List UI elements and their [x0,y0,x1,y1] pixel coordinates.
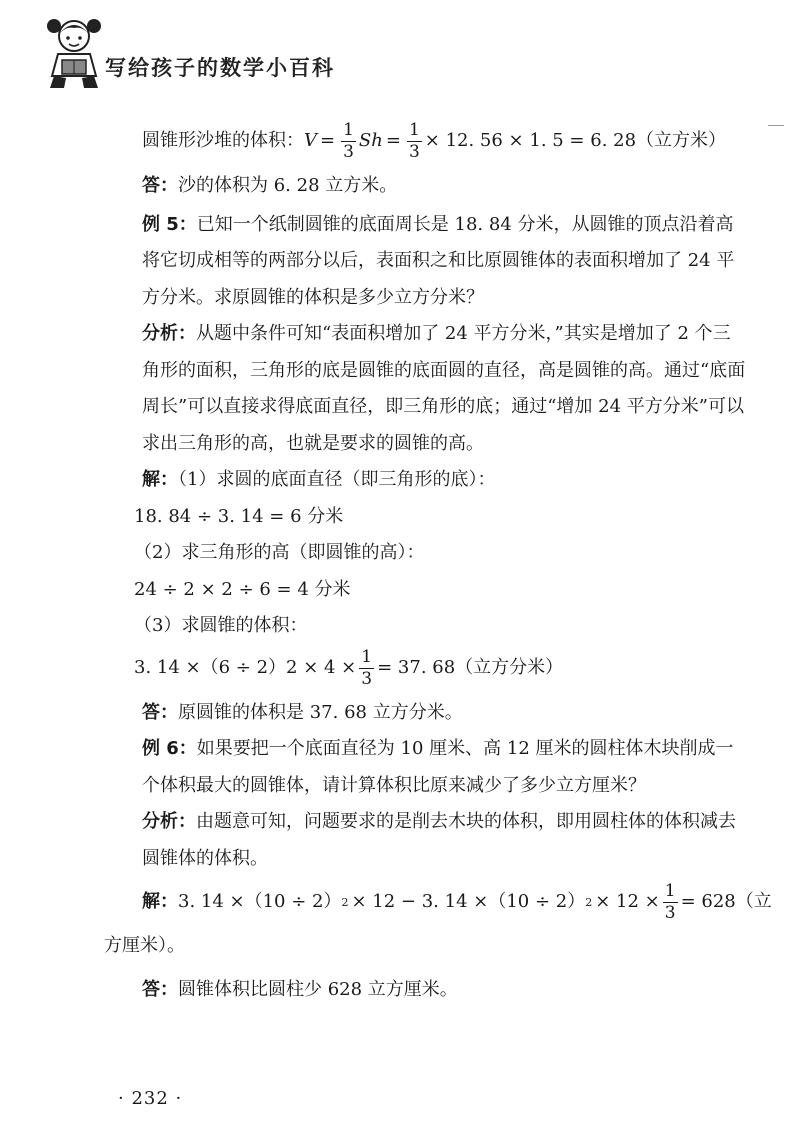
formula-eq1: = [320,130,336,152]
example-label: 例 5： [142,213,197,235]
solution-label: 解： [142,469,178,490]
fraction-one-third: $\frac{1}{3}$ [343,120,354,162]
solution-5-step2-title: （2）求三角形的高（即圆锥的高）： [134,542,425,563]
example-label: 例 6： [142,738,197,759]
formula-sh: Sh [358,130,383,152]
fraction-one-third: $\frac{1}{3}$ [361,646,373,689]
analysis-5 [142,316,748,462]
solution-6-wrap: 方厘米）。 [104,935,185,956]
analysis-text: 由题意可知，问题要求的是削去木块的体积，即用圆柱体的体积减去圆锥体的体积。 [142,811,736,869]
girl-reading-icon [42,12,106,92]
fraction-one-third: $\frac{1}{3}$ [664,881,676,923]
analysis-label: 分析： [142,811,196,832]
answer-text: 圆锥体积比圆柱少 628 立方厘米。 [178,978,458,1000]
solution-5-step2-calc: 24 ÷ 2 × 2 ÷ 6 = 4 分米 [134,578,351,600]
answer-label: 答： [142,175,178,196]
solution-5-step3-title: （3）求圆锥的体积： [134,615,308,636]
fraction-one-third: $\frac{1}{3}$ [408,120,420,162]
answer-label: 答： [142,701,178,723]
formula-prefix: 圆锥形沙堆的体积： [142,130,304,152]
answer-6 [142,972,748,1009]
example-text: 如果要把一个底面直径为 10 厘米、高 12 厘米的圆柱体木块削成一个体积最大的圆锥体，请计算体积比原来减少了多少立方厘米？ [142,738,734,796]
analysis-label: 分析： [142,323,196,344]
answer-1 [142,168,748,205]
example-6 [142,731,748,804]
book-title: 写给孩子的数学小百科 [105,56,335,80]
solution-5-step3-calc: 3. 14 ×（6 ÷ 2）2 × 4 × $\frac{1}{3}$ = 37. 68（立方分米） [134,646,564,689]
formula-rest: × 12. 56 × 1. 5 = 6. 28（立方米） [424,130,727,152]
answer-text: 原圆锥的体积是 37. 68 立方分米。 [178,701,463,723]
example-text: 已知一个纸制圆锥的底面周长是 18. 84 分米，从圆锥的顶点沿着高将它切成相等的两部分以后，表面积之和比原圆锥体的表面积增加了 24 平方分米。求原圆锥的体积是多少立方分米？ [142,213,735,308]
formula-eq2: = [385,130,401,152]
formula-v: V [304,130,317,152]
answer-text: 沙的体积为 6. 28 立方米。 [178,175,398,196]
solution-6-calc: 解： 3. 14 ×（10 ÷ 2） 2 × 12 − 3. 14 ×（10 ÷ 2） 2 × 12 × $\frac{1}{3}$ = 628（立 [142,881,772,923]
page-number: · 232 · [118,1088,183,1109]
answer-label: 答： [142,978,178,1000]
example-5 [142,207,748,317]
sand-volume-formula [142,122,748,161]
page-header [42,12,782,102]
analysis-text: 从题中条件可知“表面积增加了 24 平方分米，”其实是增加了 2 个三角形的面积，三角形的底是圆锥的底面圆的直径，高是圆锥的高。通过“底面周长”可以直接求得底面直径，即三角形的底；通过“增加 24 平方分米”可以求出三角形的高，也就是要求的圆锥的高。 [142,323,746,454]
solution-5-step1-title: 解：（1）求圆的底面直径（即三角形的底）： [142,469,496,490]
analysis-6 [142,804,748,877]
solution-label: 解： [142,891,178,913]
page-content [104,120,772,1008]
answer-5 [142,695,748,732]
page-corner-mark [768,125,784,126]
solution-5-step1-calc: 18. 84 ÷ 3. 14 = 6 分米 [134,505,344,527]
